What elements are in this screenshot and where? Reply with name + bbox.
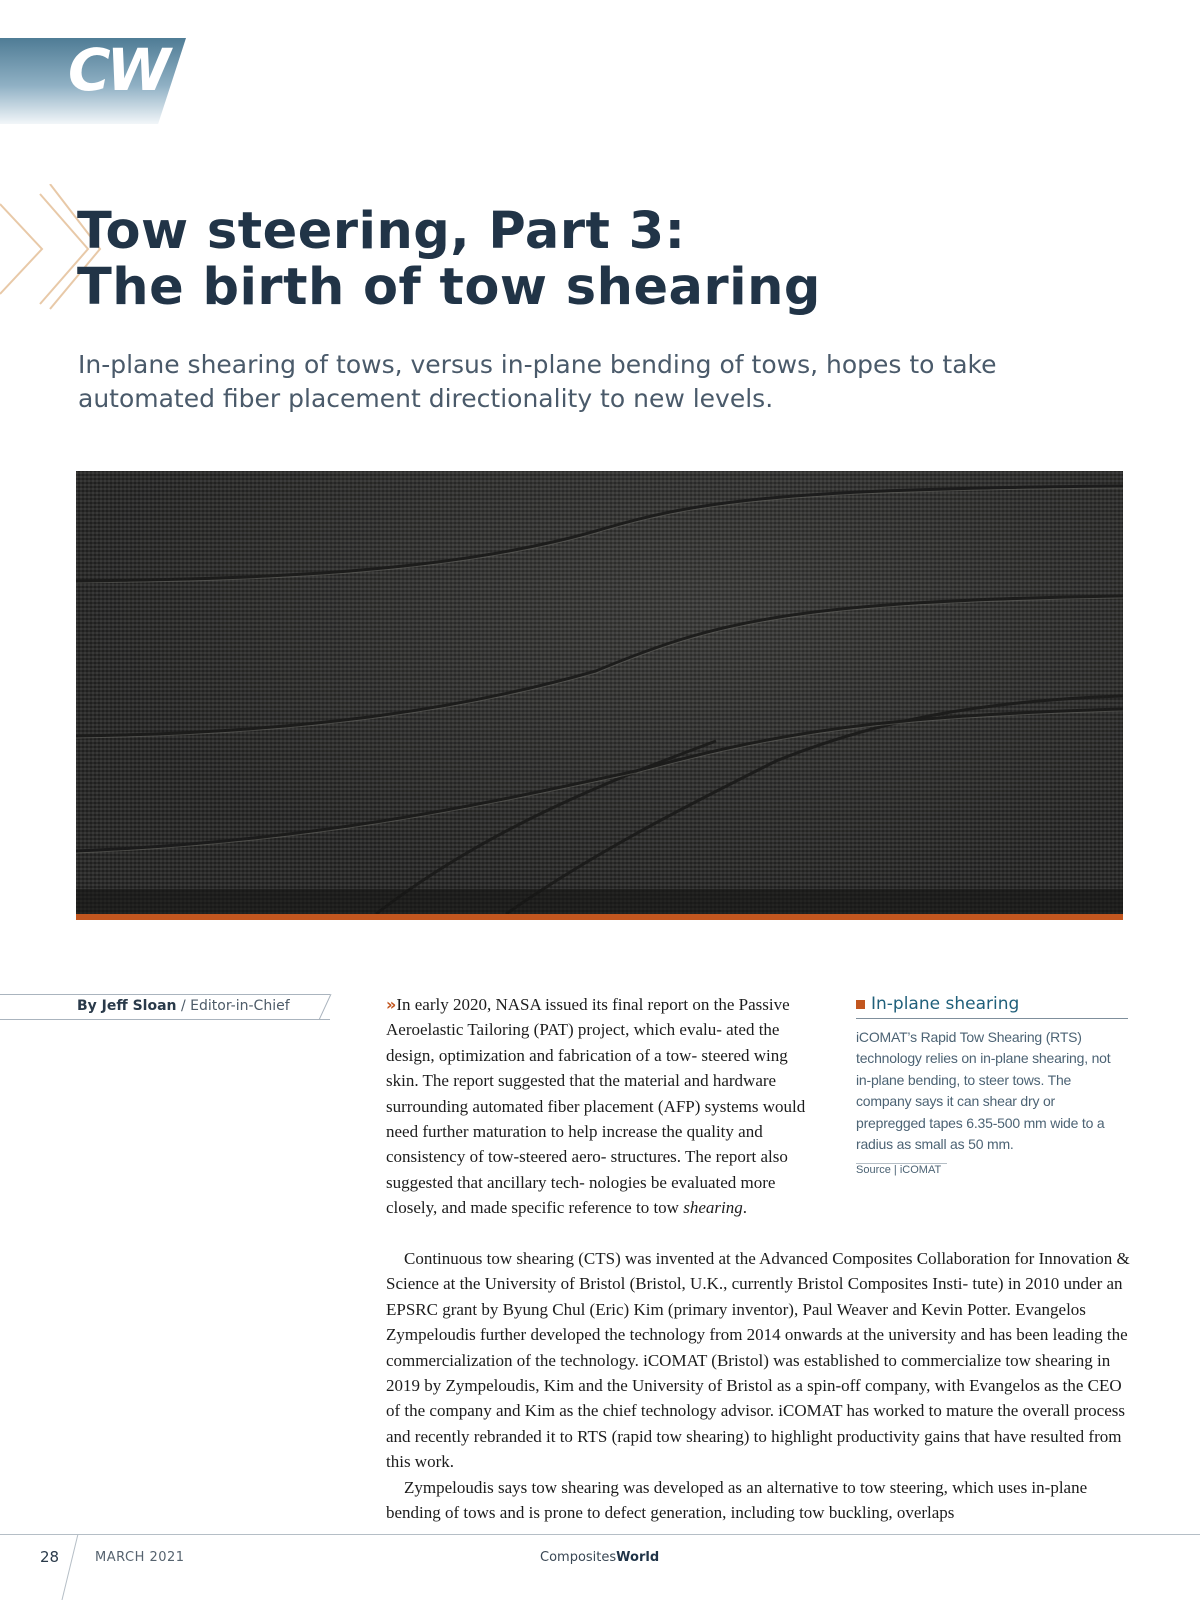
byline-separator: / xyxy=(180,998,186,1014)
article-subtitle: In-plane shearing of tows, versus in-plane bending of tows, hopes to take automated fiber placement directionality to new levels. xyxy=(78,350,997,413)
byline-role: Editor-in-Chief xyxy=(190,998,290,1014)
body-p1-end: . xyxy=(742,1198,747,1218)
caption-heading xyxy=(856,994,1128,1019)
issue-date: MARCH 2021 xyxy=(95,1550,185,1565)
caption-source-value: iCOMAT xyxy=(899,1164,942,1177)
page-number: 28 xyxy=(40,1548,60,1566)
body-wide-column xyxy=(386,1246,1130,1525)
photo-caption-sidebar xyxy=(856,994,1128,1178)
hero-accent-rule xyxy=(76,914,1123,920)
lead-chevron-icon: » xyxy=(386,995,397,1014)
body-p1-text: In early 2020, NASA issued its final report on the Passive Aeroelastic Tailoring (PAT) project, which evalu- ated the design, optimization and fabrication of a tow- steered wing skin. The report suggested that the material and hardware surrounding automated fiber placement (AFP) systems would need further maturation to help increase the quality and consistency of tow-steered aero- structures. The report also suggested that ancillary tech- nologies be evaluated more closely, and made specific reference to tow xyxy=(386,995,806,1218)
body-p3-text: Zympeloudis says tow shearing was developed as an alternative to tow steering, which uses in-plane bending of tows and is prone to defect generation, including tow buckling, overlaps xyxy=(386,1477,1088,1523)
body-paragraph-1 xyxy=(386,992,818,1221)
title-line-2: The birth of tow shearing xyxy=(77,258,821,317)
byline-author: Jeff Sloan xyxy=(101,998,177,1014)
byline xyxy=(77,998,290,1014)
title-line-1: Tow steering, Part 3: xyxy=(77,202,686,261)
byline-slash-divider xyxy=(318,994,332,1020)
byline-prefix: By xyxy=(77,998,97,1014)
body-p2-text: Continuous tow shearing (CTS) was invented at the Advanced Composites Collaboration for Innovation & Science at the University of Bristol (Bristol, U.K., currently Bristol Composites Insti- tute) in 2010 under an EPSRC grant by Byung Chul (Eric) Kim (primary inventor), Paul Weaver and Kevin Potter. Evangelos Zympeloudis further developed the technology from 2014 onwards at the university and has been leading the commercialization of the technology. iCOMAT (Bristol) was established to commercialize tow shearing in 2019 by Zympeloudis, Kim and the University of Bristol as a spin-off company, with Evangelos as the CEO of the company and Kim as the chief technology advisor. iCOMAT has worked to mature the overall process and recently rebranded it to RTS (rapid tow shearing) to highlight productivity gains that have resulted from this work. xyxy=(386,1249,1130,1472)
brand-light: Composites xyxy=(540,1550,617,1565)
caption-text: iCOMAT’s Rapid Tow Shearing (RTS) technology relies on in-plane shearing, not in-plane bending, to steer tows. The company says it can shear dry or prepregged tapes 6.35-500 mm wide to a radius as small as 50 mm. xyxy=(856,1029,1111,1153)
body-p1-emphasis: shearing xyxy=(683,1198,743,1218)
body-paragraph-2 xyxy=(386,1246,1130,1475)
caption-source-label: Source | xyxy=(856,1164,897,1177)
hero-photo-tow-sheared-fabric xyxy=(76,471,1123,914)
cw-logo: CW xyxy=(68,36,167,104)
footer-rule xyxy=(0,1534,1200,1535)
orange-square-icon xyxy=(856,1000,865,1009)
body-paragraph-3 xyxy=(386,1475,1130,1526)
publication-brand xyxy=(540,1550,659,1565)
footer-slash-divider xyxy=(56,1534,84,1600)
fabric-seam-lines xyxy=(76,471,1123,914)
caption-heading-text: In-plane shearing xyxy=(871,994,1020,1014)
brand-bold: World xyxy=(616,1550,660,1565)
article-title xyxy=(77,204,821,316)
caption-source xyxy=(856,1163,947,1176)
